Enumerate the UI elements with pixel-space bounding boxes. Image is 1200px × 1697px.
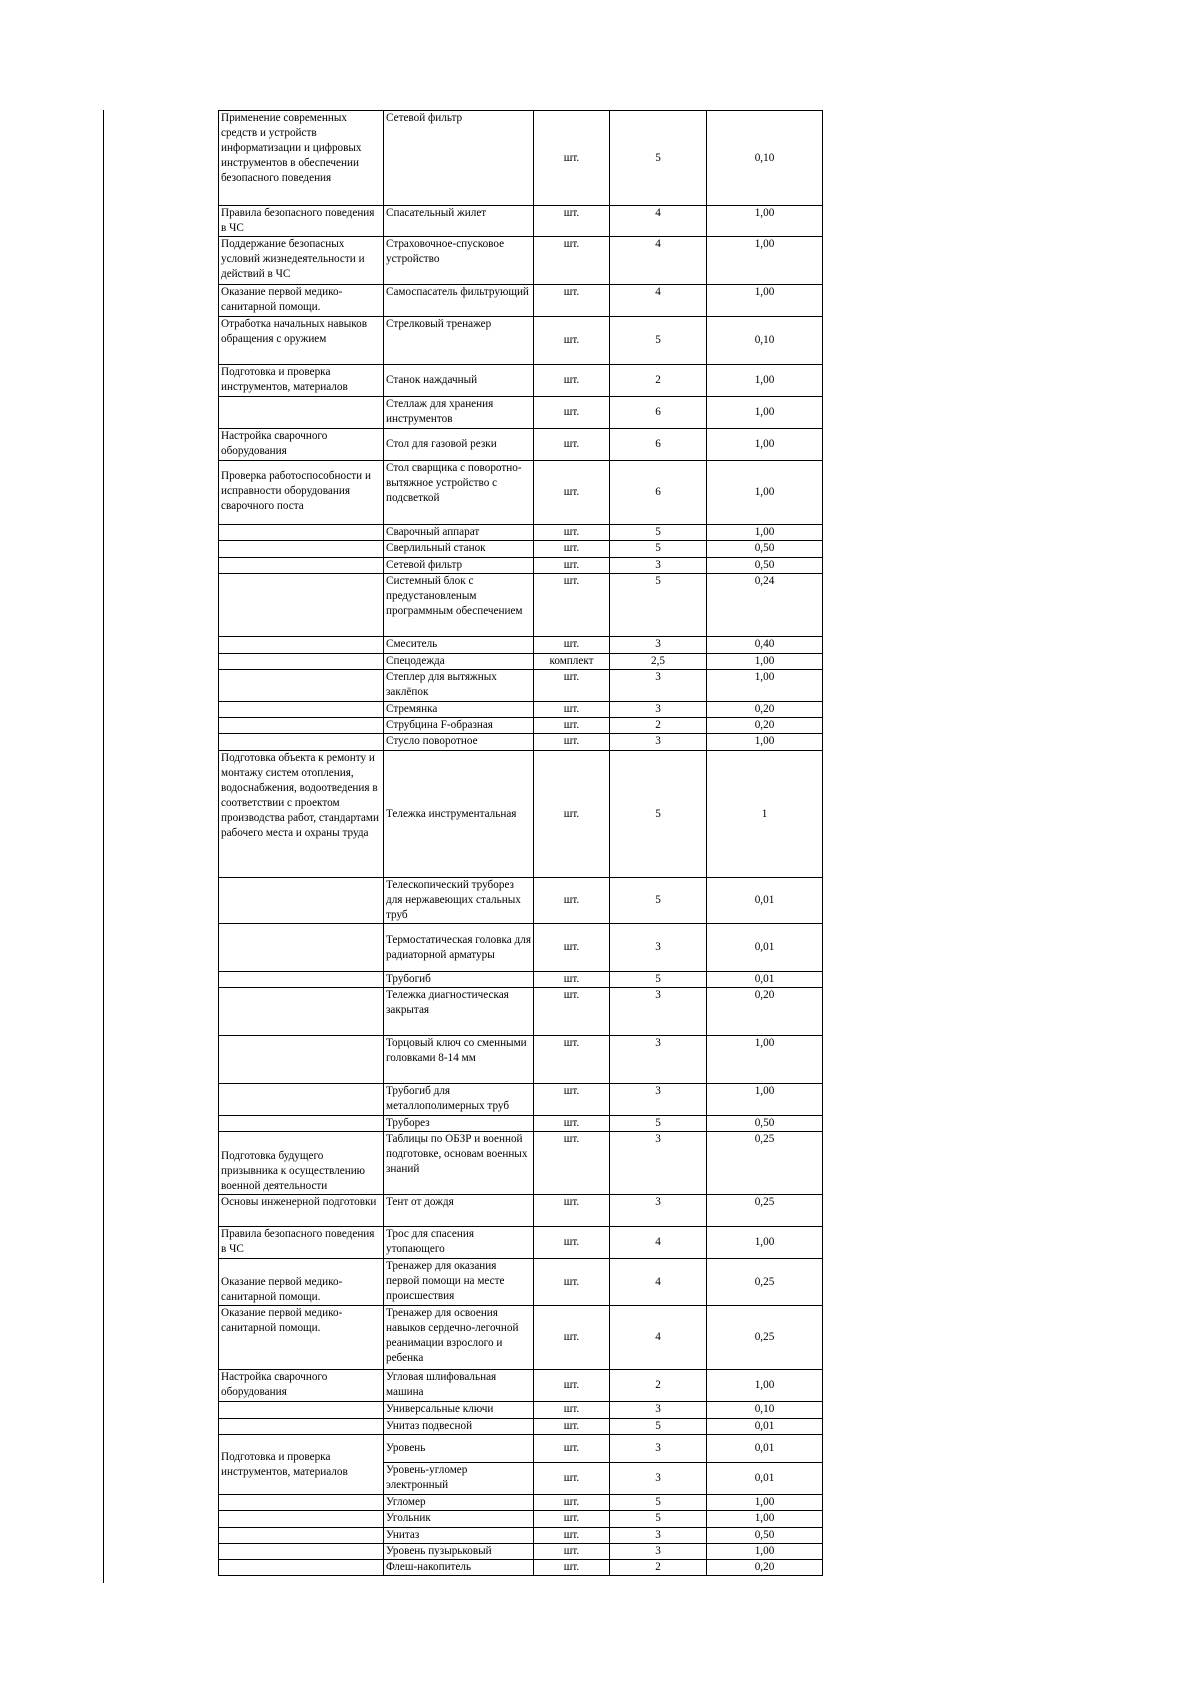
qty-cell: 4: [610, 206, 707, 237]
val-cell: 0,24: [707, 574, 823, 637]
unit-cell: шт.: [534, 670, 610, 702]
val-cell: 1,00: [707, 429, 823, 461]
qty-cell: 5: [610, 317, 707, 365]
topic-cell: Подготовка и проверка инструментов, материалов: [219, 365, 384, 397]
val-cell: 0,01: [707, 878, 823, 924]
unit-cell: шт.: [534, 1402, 610, 1419]
qty-cell: 3: [610, 558, 707, 574]
topic-cell: [219, 702, 384, 718]
item-cell: Степлер для вытяжных заклёпок: [384, 670, 534, 702]
qty-cell: 4: [610, 1227, 707, 1259]
item-cell: Таблицы по ОБЗР и военной подготовке, основам военных знаний: [384, 1132, 534, 1195]
topic-cell: [219, 654, 384, 670]
table-row: [219, 541, 823, 558]
topic-cell: Применение современных средств и устройств информатизации и цифровых инструментов в обеспечении безопасного поведения: [219, 111, 384, 206]
topic-cell: Подготовка объекта к ремонту и монтажу систем отопления, водоснабжения, водоотведения в соответствии с проектом производства работ, стандартами рабочего места и охраны труда: [219, 751, 384, 878]
topic-cell: Подготовка и проверка инструментов, материалов: [219, 1435, 384, 1495]
val-cell: 0,25: [707, 1132, 823, 1195]
topic-cell: [219, 1560, 384, 1576]
table-row: [219, 429, 823, 461]
topic-cell: Оказание первой медико-санитарной помощи.: [219, 285, 384, 317]
item-cell: Угломер: [384, 1495, 534, 1511]
unit-cell: шт.: [534, 429, 610, 461]
qty-cell: 5: [610, 1511, 707, 1528]
val-cell: 1,00: [707, 1370, 823, 1402]
unit-cell: шт.: [534, 751, 610, 878]
topic-cell: [219, 1036, 384, 1084]
table-row: [219, 558, 823, 574]
qty-cell: 3: [610, 924, 707, 972]
table-row: [219, 1259, 823, 1306]
table-row: [219, 461, 823, 525]
topic-cell: Подготовка будущего призывника к осуществлению военной деятельности: [219, 1132, 384, 1195]
val-cell: 1,00: [707, 734, 823, 751]
topic-cell: [219, 1402, 384, 1419]
item-cell: Угольник: [384, 1511, 534, 1528]
qty-cell: 5: [610, 1495, 707, 1511]
unit-cell: шт.: [534, 317, 610, 365]
unit-cell: шт.: [534, 972, 610, 988]
unit-cell: шт.: [534, 397, 610, 429]
item-cell: Стол для газовой резки: [384, 429, 534, 461]
val-cell: 0,50: [707, 541, 823, 558]
topic-cell: [219, 1544, 384, 1560]
val-cell: 0,01: [707, 1435, 823, 1463]
unit-cell: шт.: [534, 1306, 610, 1370]
table-row: [219, 702, 823, 718]
item-cell: Тележка инструментальная: [384, 751, 534, 878]
table-row: [219, 734, 823, 751]
item-cell: Стрелковый тренажер: [384, 317, 534, 365]
table-row: [219, 111, 823, 206]
item-cell: Системный блок с предустановленым программным обеспечением: [384, 574, 534, 637]
item-cell: Сетевой фильтр: [384, 111, 534, 206]
unit-cell: шт.: [534, 1528, 610, 1544]
unit-cell: шт.: [534, 1435, 610, 1463]
item-cell: Стеллаж для хранения инструментов: [384, 397, 534, 429]
unit-cell: шт.: [534, 1463, 610, 1495]
topic-cell: [219, 525, 384, 541]
topic-cell: [219, 988, 384, 1036]
item-cell: Флеш-накопитель: [384, 1560, 534, 1576]
topic-cell: [219, 734, 384, 751]
topic-cell: Отработка начальных навыков обращения с оружием: [219, 317, 384, 365]
qty-cell: 6: [610, 429, 707, 461]
val-cell: 0,01: [707, 924, 823, 972]
item-cell: Сварочный аппарат: [384, 525, 534, 541]
item-cell: Тренажер для освоения навыков сердечно-легочной реанимации взрослого и ребенка: [384, 1306, 534, 1370]
item-cell: Трос для спасения утопающего: [384, 1227, 534, 1259]
unit-cell: шт.: [534, 1419, 610, 1435]
table-row: [219, 1195, 823, 1227]
qty-cell: 4: [610, 1306, 707, 1370]
val-cell: 1: [707, 751, 823, 878]
equipment-table-body: [219, 111, 823, 1576]
val-cell: 1,00: [707, 1495, 823, 1511]
topic-cell: [219, 718, 384, 734]
val-cell: 0,20: [707, 702, 823, 718]
unit-cell: шт.: [534, 237, 610, 285]
item-cell: Спасательный жилет: [384, 206, 534, 237]
item-cell: Термостатическая головка для радиаторной арматуры: [384, 924, 534, 972]
table-row: [219, 237, 823, 285]
qty-cell: 5: [610, 1419, 707, 1435]
table-row: [219, 1435, 823, 1463]
table-row: [219, 1419, 823, 1435]
unit-cell: шт.: [534, 461, 610, 525]
unit-cell: шт.: [534, 702, 610, 718]
qty-cell: 3: [610, 670, 707, 702]
val-cell: 1,00: [707, 654, 823, 670]
val-cell: 0,10: [707, 1402, 823, 1419]
topic-cell: [219, 972, 384, 988]
topic-cell: Настройка сварочного оборудования: [219, 1370, 384, 1402]
qty-cell: 4: [610, 285, 707, 317]
qty-cell: 5: [610, 541, 707, 558]
qty-cell: 3: [610, 1528, 707, 1544]
val-cell: 0,10: [707, 111, 823, 206]
table-row: [219, 988, 823, 1036]
val-cell: 0,25: [707, 1259, 823, 1306]
table-row: [219, 1495, 823, 1511]
item-cell: Уровень-угломер электронный: [384, 1463, 534, 1495]
qty-cell: 3: [610, 1435, 707, 1463]
val-cell: 1,00: [707, 525, 823, 541]
unit-cell: комплект: [534, 654, 610, 670]
unit-cell: шт.: [534, 1084, 610, 1116]
unit-cell: шт.: [534, 111, 610, 206]
equipment-table: [218, 110, 823, 1576]
qty-cell: 3: [610, 1402, 707, 1419]
item-cell: Уровень: [384, 1435, 534, 1463]
qty-cell: 3: [610, 1544, 707, 1560]
table-row: [219, 574, 823, 637]
val-cell: 0,50: [707, 558, 823, 574]
topic-cell: [219, 1495, 384, 1511]
topic-cell: [219, 637, 384, 654]
unit-cell: шт.: [534, 1495, 610, 1511]
val-cell: 0,01: [707, 1419, 823, 1435]
qty-cell: 3: [610, 1463, 707, 1495]
table-row: [219, 1528, 823, 1544]
unit-cell: шт.: [534, 558, 610, 574]
unit-cell: шт.: [534, 734, 610, 751]
topic-cell: Правила безопасного поведения в ЧС: [219, 1227, 384, 1259]
unit-cell: шт.: [534, 206, 610, 237]
unit-cell: шт.: [534, 1132, 610, 1195]
topic-cell: [219, 670, 384, 702]
topic-cell: [219, 574, 384, 637]
table-row: [219, 670, 823, 702]
topic-cell: Настройка сварочного оборудования: [219, 429, 384, 461]
unit-cell: шт.: [534, 541, 610, 558]
val-cell: 0,40: [707, 637, 823, 654]
qty-cell: 6: [610, 397, 707, 429]
unit-cell: шт.: [534, 574, 610, 637]
qty-cell: 2: [610, 1560, 707, 1576]
table-row: [219, 1560, 823, 1576]
val-cell: 0,50: [707, 1116, 823, 1132]
topic-cell: Оказание первой медико-санитарной помощи.: [219, 1306, 384, 1370]
topic-cell: [219, 1511, 384, 1528]
item-cell: Тент от дождя: [384, 1195, 534, 1227]
val-cell: 0,25: [707, 1306, 823, 1370]
val-cell: 0,20: [707, 988, 823, 1036]
table-row: [219, 365, 823, 397]
item-cell: Трубогиб для металлополимерных труб: [384, 1084, 534, 1116]
val-cell: 1,00: [707, 670, 823, 702]
unit-cell: шт.: [534, 1195, 610, 1227]
unit-cell: шт.: [534, 718, 610, 734]
qty-cell: 6: [610, 461, 707, 525]
table-row: [219, 397, 823, 429]
val-cell: 0,01: [707, 1463, 823, 1495]
val-cell: 0,10: [707, 317, 823, 365]
val-cell: 1,00: [707, 365, 823, 397]
unit-cell: шт.: [534, 1227, 610, 1259]
item-cell: Станок наждачный: [384, 365, 534, 397]
qty-cell: 4: [610, 237, 707, 285]
qty-cell: 2: [610, 365, 707, 397]
item-cell: Унитаз подвесной: [384, 1419, 534, 1435]
table-row: [219, 525, 823, 541]
table-row: [219, 1084, 823, 1116]
table-row: [219, 1402, 823, 1419]
table-row: [219, 1511, 823, 1528]
unit-cell: шт.: [534, 525, 610, 541]
item-cell: Трубогиб: [384, 972, 534, 988]
val-cell: 0,20: [707, 1560, 823, 1576]
unit-cell: шт.: [534, 1116, 610, 1132]
unit-cell: шт.: [534, 1370, 610, 1402]
qty-cell: 5: [610, 574, 707, 637]
qty-cell: 5: [610, 1116, 707, 1132]
item-cell: Универсальные ключи: [384, 1402, 534, 1419]
val-cell: 0,25: [707, 1195, 823, 1227]
unit-cell: шт.: [534, 637, 610, 654]
table-row: [219, 1036, 823, 1084]
item-cell: Телескопический труборез для нержавеющих стальных труб: [384, 878, 534, 924]
topic-cell: [219, 924, 384, 972]
page-margin-line: [103, 110, 104, 1583]
item-cell: Тренажер для оказания первой помощи на месте происшествия: [384, 1259, 534, 1306]
table-row: [219, 206, 823, 237]
unit-cell: шт.: [534, 1259, 610, 1306]
val-cell: 1,00: [707, 1036, 823, 1084]
item-cell: Унитаз: [384, 1528, 534, 1544]
topic-cell: [219, 397, 384, 429]
table-row: [219, 1116, 823, 1132]
topic-cell: [219, 1528, 384, 1544]
qty-cell: 3: [610, 1132, 707, 1195]
table-row: [219, 1227, 823, 1259]
qty-cell: 3: [610, 1195, 707, 1227]
topic-cell: [219, 558, 384, 574]
val-cell: 1,00: [707, 1511, 823, 1528]
qty-cell: 5: [610, 525, 707, 541]
table-row: [219, 878, 823, 924]
topic-cell: Проверка работоспособности и исправности оборудования сварочного поста: [219, 461, 384, 525]
qty-cell: 2: [610, 718, 707, 734]
qty-cell: 5: [610, 878, 707, 924]
val-cell: 1,00: [707, 461, 823, 525]
val-cell: 0,20: [707, 718, 823, 734]
val-cell: 1,00: [707, 1227, 823, 1259]
table-row: [219, 654, 823, 670]
unit-cell: шт.: [534, 1511, 610, 1528]
topic-cell: [219, 878, 384, 924]
topic-cell: Поддержание безопасных условий жизнедеятельности и действий в ЧС: [219, 237, 384, 285]
item-cell: Спецодежда: [384, 654, 534, 670]
table-row: [219, 924, 823, 972]
topic-cell: Оказание первой медико-санитарной помощи.: [219, 1259, 384, 1306]
qty-cell: 3: [610, 1084, 707, 1116]
item-cell: Страховочное-спусковое устройство: [384, 237, 534, 285]
val-cell: 1,00: [707, 397, 823, 429]
qty-cell: 3: [610, 988, 707, 1036]
topic-cell: Основы инженерной подготовки: [219, 1195, 384, 1227]
qty-cell: 3: [610, 637, 707, 654]
topic-cell: [219, 1116, 384, 1132]
unit-cell: шт.: [534, 878, 610, 924]
qty-cell: 2,5: [610, 654, 707, 670]
val-cell: 1,00: [707, 206, 823, 237]
topic-cell: [219, 1084, 384, 1116]
item-cell: Струбцина F-образная: [384, 718, 534, 734]
item-cell: Тележка диагностическая закрытая: [384, 988, 534, 1036]
table-row: [219, 718, 823, 734]
qty-cell: 3: [610, 1036, 707, 1084]
table-row: [219, 1132, 823, 1195]
val-cell: 0,50: [707, 1528, 823, 1544]
topic-cell: [219, 1419, 384, 1435]
unit-cell: шт.: [534, 285, 610, 317]
val-cell: 0,01: [707, 972, 823, 988]
qty-cell: 3: [610, 734, 707, 751]
unit-cell: шт.: [534, 1544, 610, 1560]
qty-cell: 2: [610, 1370, 707, 1402]
item-cell: Торцовый ключ со сменными головками 8-14 мм: [384, 1036, 534, 1084]
table-row: [219, 285, 823, 317]
unit-cell: шт.: [534, 988, 610, 1036]
qty-cell: 5: [610, 751, 707, 878]
item-cell: Сверлильный станок: [384, 541, 534, 558]
item-cell: Смеситель: [384, 637, 534, 654]
item-cell: Угловая шлифовальная машина: [384, 1370, 534, 1402]
unit-cell: шт.: [534, 1560, 610, 1576]
val-cell: 1,00: [707, 1084, 823, 1116]
table-row: [219, 751, 823, 878]
item-cell: Уровень пузырьковый: [384, 1544, 534, 1560]
unit-cell: шт.: [534, 1036, 610, 1084]
table-row: [219, 1306, 823, 1370]
qty-cell: 5: [610, 972, 707, 988]
qty-cell: 3: [610, 702, 707, 718]
table-row: [219, 1544, 823, 1560]
unit-cell: шт.: [534, 924, 610, 972]
qty-cell: 4: [610, 1259, 707, 1306]
val-cell: 1,00: [707, 285, 823, 317]
val-cell: 1,00: [707, 237, 823, 285]
qty-cell: 5: [610, 111, 707, 206]
item-cell: Труборез: [384, 1116, 534, 1132]
item-cell: Стол сварщика с поворотно-вытяжное устройство с подсветкой: [384, 461, 534, 525]
topic-cell: Правила безопасного поведения в ЧС: [219, 206, 384, 237]
item-cell: Сетевой фильтр: [384, 558, 534, 574]
table-row: [219, 972, 823, 988]
unit-cell: шт.: [534, 365, 610, 397]
item-cell: Стусло поворотное: [384, 734, 534, 751]
table-row: [219, 317, 823, 365]
table-row: [219, 637, 823, 654]
item-cell: Стремянка: [384, 702, 534, 718]
item-cell: Самоспасатель фильтрующий: [384, 285, 534, 317]
table-row: [219, 1370, 823, 1402]
val-cell: 1,00: [707, 1544, 823, 1560]
topic-cell: [219, 541, 384, 558]
